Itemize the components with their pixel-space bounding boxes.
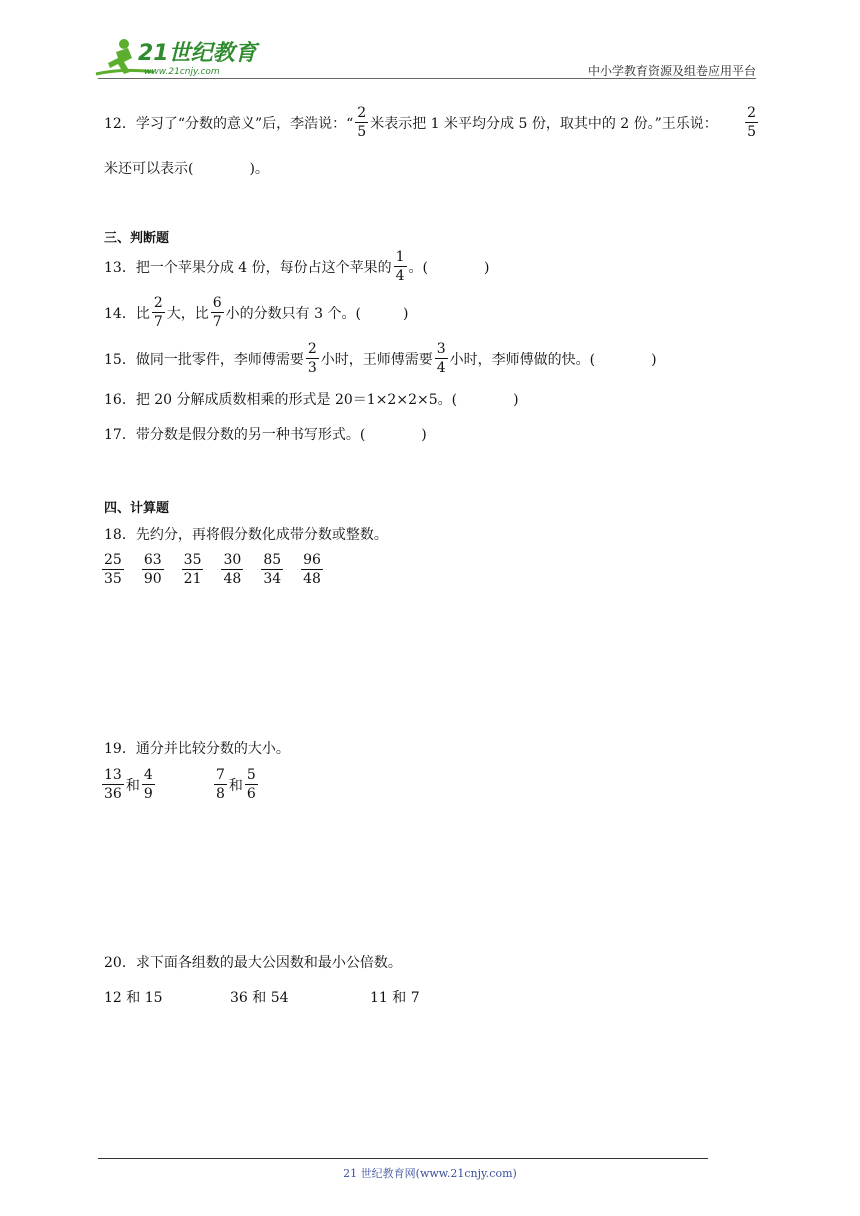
numerator: 2 [747,105,756,121]
q14-prefix: 14．比 [104,305,150,322]
denominator: 34 [263,571,282,587]
question-13 [104,250,489,283]
q15-prefix: 15．做同一批零件，李师傅需要 [104,351,304,368]
numerator: 6 [212,295,222,311]
numerator: 35 [183,552,202,568]
q14-middle: 大，比 [166,305,209,322]
denominator: 7 [153,314,163,330]
and-word: 和 [125,777,140,794]
q13-suffix: 。( ) [408,259,490,276]
denominator: 7 [212,314,222,330]
q13-prefix: 13．把一个苹果分成 4 份，每份占这个苹果的 [104,259,392,276]
section-title-judgement: 三、判断题 [104,231,170,246]
question-20: 20．求下面各组数的最大公因数和最小公倍数。 [104,955,402,971]
fraction [214,768,227,801]
denominator: 9 [143,786,153,802]
numerator: 2 [357,105,367,121]
q14-fraction-1 [152,296,165,329]
numerator: 85 [263,552,282,568]
question-17: 17．带分数是假分数的另一种书写形式。( ) [104,427,427,443]
denominator: 36 [104,786,122,802]
q18-fraction-list [100,553,325,586]
q14-fraction-2 [211,296,224,329]
numerator: 13 [104,767,122,783]
numerator: 3 [436,341,446,357]
site-slogan: 中小学教育资源及组卷应用平台 [587,64,756,78]
denominator: 5 [357,124,367,140]
q15-suffix: 小时，李师傅做的快。( ) [449,351,657,368]
question-19: 19．通分并比较分数的大小。 [104,741,290,757]
q14-suffix: 小的分数只有 3 个。( ) [225,305,409,322]
q18-fraction [261,553,283,586]
q12-fraction-1 [355,106,368,139]
denominator: 6 [246,786,256,802]
logo-title: 21世纪教育 [138,41,257,66]
numerator: 96 [303,552,321,568]
question-14 [104,296,408,329]
question-12 [104,106,760,139]
q19-pair [212,768,260,801]
logo-url: www.21cnjy.com [144,67,220,77]
question-16: 16．把 20 分解成质数相乘的形式是 20＝1×2×2×5。( ) [104,392,519,408]
q15-middle: 小时，王师傅需要 [320,351,433,368]
numerator: 1 [395,249,405,265]
fraction [245,768,258,801]
q20-group: 12 和 15 [104,990,163,1006]
q20-group: 36 和 54 [230,990,289,1006]
q12-middle: 米表示把 1 米平均分成 5 份，取其中的 2 份。”王乐说： [370,115,718,132]
numerator: 7 [216,767,225,783]
site-logo [94,34,264,80]
denominator: 48 [223,571,242,587]
q18-fraction [301,553,323,586]
numerator: 5 [246,767,256,783]
q20-group: 11 和 7 [370,990,420,1006]
q12-fraction-2 [745,106,758,139]
and-word: 和 [228,777,243,794]
denominator: 3 [307,360,317,376]
denominator: 8 [216,786,225,802]
header-divider [98,78,756,79]
denominator: 21 [183,571,202,587]
denominator: 5 [747,124,756,140]
q12-line2: 米还可以表示( )。 [104,161,269,177]
q15-fraction-1 [306,342,319,375]
fraction [102,768,124,801]
numerator: 2 [153,295,163,311]
numerator: 63 [143,552,162,568]
numerator: 2 [307,341,317,357]
denominator: 90 [143,571,162,587]
q18-fraction [142,553,164,586]
numerator: 4 [143,767,153,783]
fraction [142,768,155,801]
footer-divider [98,1158,708,1159]
q18-fraction [102,553,124,586]
q13-fraction [394,250,407,283]
question-15 [104,342,657,375]
q19-pair [100,768,157,801]
q18-fraction [182,553,204,586]
section-title-calculation: 四、计算题 [104,501,170,516]
numerator: 25 [104,552,122,568]
footer-link[interactable]: 21 世纪教育网(www.21cnjy.com) [343,1167,517,1180]
denominator: 35 [104,571,122,587]
denominator: 4 [436,360,446,376]
q12-prefix: 12．学习了“分数的意义”后，李浩说：“ [104,115,354,132]
denominator: 48 [303,571,321,587]
question-18: 18．先约分，再将假分数化成带分数或整数。 [104,527,388,543]
q15-fraction-2 [435,342,448,375]
numerator: 30 [223,552,242,568]
q18-fraction [221,553,243,586]
denominator: 4 [395,268,405,284]
